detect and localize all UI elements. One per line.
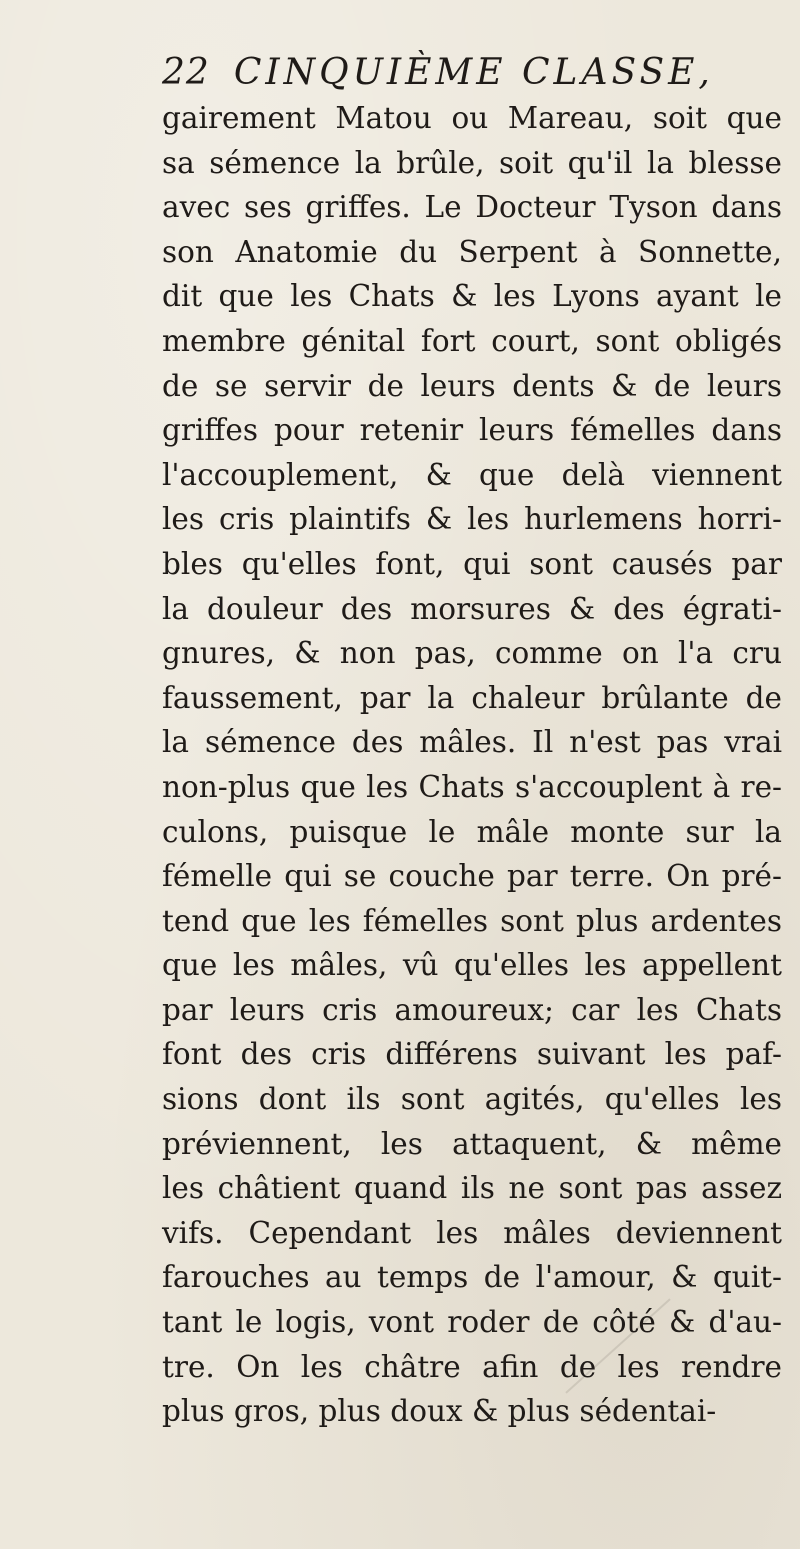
body-text (162, 96, 782, 1434)
text-line: sa sémence la brûle, soit qu'il la blesse (162, 145, 782, 180)
text-line: non-plus que les Chats s'accouplent à re- (162, 769, 782, 804)
text-line: les châtient quand ils ne sont pas assez (162, 1171, 782, 1206)
text-line: griffes pour retenir leurs fémelles dans (162, 413, 782, 448)
text-line: avec ses griffes. Le Docteur Tyson dans (162, 190, 782, 225)
page-number: 22 (162, 52, 210, 93)
text-line: par leurs cris amoureux; car les Chats (162, 992, 782, 1027)
text-line: les cris plaintifs & les hurlemens horri- (162, 502, 782, 537)
text-line: sions dont ils sont agités, qu'elles les (162, 1082, 782, 1117)
text-line: préviennent, les attaquent, & même (162, 1126, 782, 1161)
text-line: culons, puisque le mâle monte sur la (162, 814, 782, 849)
text-line: plus gros, plus doux & plus sédentai- (162, 1394, 717, 1429)
text-line: l'accouplement, & que delà viennent (162, 457, 782, 492)
text-line: tend que les fémelles sont plus ardentes (162, 903, 782, 938)
text-line: membre génital fort court, sont obligés (162, 323, 782, 358)
text-line: tant le logis, vont roder de côté & d'au- (162, 1305, 782, 1340)
text-line: tre. On les châtre afin de les rendre (162, 1349, 782, 1384)
running-head: CINQUIÈME CLASSE, (233, 52, 714, 93)
text-line: dit que les Chats & les Lyons ayant le (162, 279, 782, 314)
text-line: de se servir de leurs dents & de leurs (162, 368, 782, 403)
text-line: gairement Matou ou Mareau, soit que (162, 101, 782, 135)
text-line: la douleur des morsures & des égrati- (162, 591, 782, 626)
text-line: son Anatomie du Serpent à Sonnette, (162, 234, 782, 269)
text-line: farouches au temps de l'amour, & quit- (162, 1260, 782, 1295)
text-line: vifs. Cependant les mâles deviennent (162, 1215, 782, 1250)
text-line: la sémence des mâles. Il n'est pas vrai (162, 725, 782, 760)
text-line: que les mâles, vû qu'elles les appellent (162, 948, 782, 983)
text-line: faussement, par la chaleur brûlante de (162, 680, 782, 715)
text-line: font des cris différens suivant les paf- (162, 1037, 782, 1072)
text-line: bles qu'elles font, qui sont causés par (162, 546, 782, 581)
text-line: fémelle qui se couche par terre. On pré- (162, 859, 782, 894)
text-line: gnures, & non pas, comme on l'a cru (162, 636, 782, 671)
